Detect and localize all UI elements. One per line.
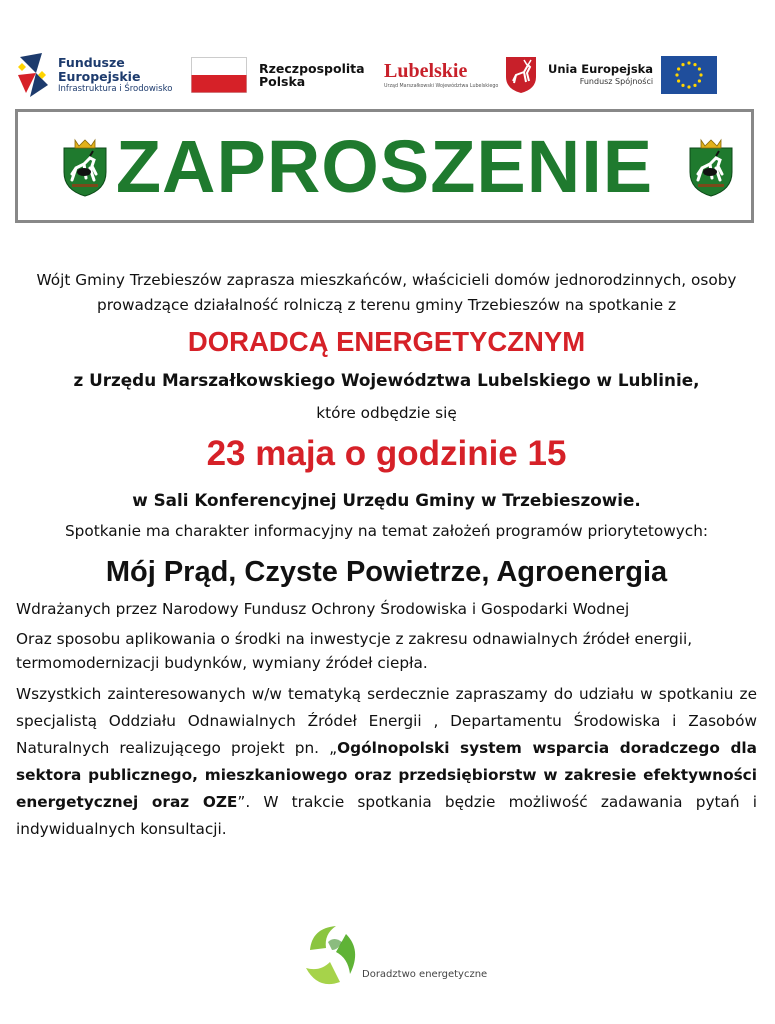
footer-label: Doradztwo energetyczne [362, 969, 488, 980]
rzeczpospolita-line1: Rzeczpospolita [259, 60, 365, 76]
eu-flag-icon [661, 56, 717, 94]
fundusze-line3: Infrastruktura i Środowisko [58, 83, 173, 94]
deer-shield-icon [504, 55, 538, 95]
date-heading: 23 maja o godzinie 15 [206, 434, 567, 473]
applying-text: Oraz sposobu aplikowania o środki na inwestycje z zakresu odnawialnych źródeł energii, termomodernizacji budynków, wymiany źródeł ciepła. [16, 630, 693, 672]
coat-of-arms-icon [686, 138, 736, 198]
polish-flag-icon [191, 57, 247, 93]
invitation-banner [15, 109, 754, 223]
ue-line1: Unia Europejska [548, 62, 654, 77]
ue-line2: Fundusz Spójności [579, 77, 654, 87]
rzeczpospolita-logo [191, 50, 365, 100]
implemented-by-text: Wdrażanych przez Narodowy Fundusz Ochrony Środowiska i Gospodarki Wodnej [16, 600, 630, 618]
lubelskie-word: Lubelskie [384, 60, 468, 82]
venue-text: w Sali Konferencyjnej Urzędu Gminy w Trzebieszowie. [132, 490, 641, 510]
fundusze-europejskie-logo [16, 50, 172, 100]
topic-text: Spotkanie ma charakter informacyjny na temat założeń programów priorytetowych: [64, 522, 709, 540]
unia-europejska-logo [548, 50, 717, 100]
doradztwo-logo [302, 920, 492, 1000]
advisor-heading: DORADCĄ ENERGETYCZNYM [187, 326, 586, 357]
office-text: z Urzędu Marszałkowskiego Województwa Lubelskiego w Lublinie, [73, 370, 700, 390]
fundusze-line1: Fundusze [58, 55, 125, 71]
logos-row [0, 50, 775, 100]
project-name: Ogólnopolski system wsparcia doradczego dla sektora publicznego, mieszkaniowego oraz przedsiębiorstw w zakresie efektywności energetycznej oraz OZE [16, 739, 757, 811]
invite-end: ”. W trakcie spotkania będzie możliwość zadawania pytań i indywidualnych konsultacji. [16, 793, 757, 838]
energy-swirl-icon [302, 920, 362, 992]
invitation-body [16, 268, 757, 843]
lubelskie-sub: Urząd Marszałkowski Województwa Lubelskiego [384, 84, 499, 89]
invite-paragraph [16, 681, 757, 843]
fundusze-flag-icon [16, 51, 50, 99]
takes-place-text: które odbędzie się [316, 404, 457, 422]
intro-text: Wójt Gminy Trzebieszów zaprasza mieszkańców, właścicieli domów jednorodzinnych, osoby prowadzące działalność rolniczą z terenu gminy Trzebieszów na spotkanie z [36, 271, 737, 314]
lubelskie-logo [384, 50, 538, 100]
page-title: ZAPROSZENIE [115, 124, 654, 208]
invite-start: Wszystkich zainteresowanych w/w tematyką serdecznie zapraszamy do udziału w spotkaniu ze specjalistą Oddziału Odnawialnych Źródeł Energii , Departamentu Środowiska i Zasobów Naturalnych realizującego projekt pn. „ [16, 685, 757, 757]
fundusze-line2: Europejskie [58, 68, 141, 84]
programs-heading: Mój Prąd, Czyste Powietrze, Agroenergia [105, 556, 668, 588]
rzeczpospolita-line2: Polska [259, 74, 306, 89]
